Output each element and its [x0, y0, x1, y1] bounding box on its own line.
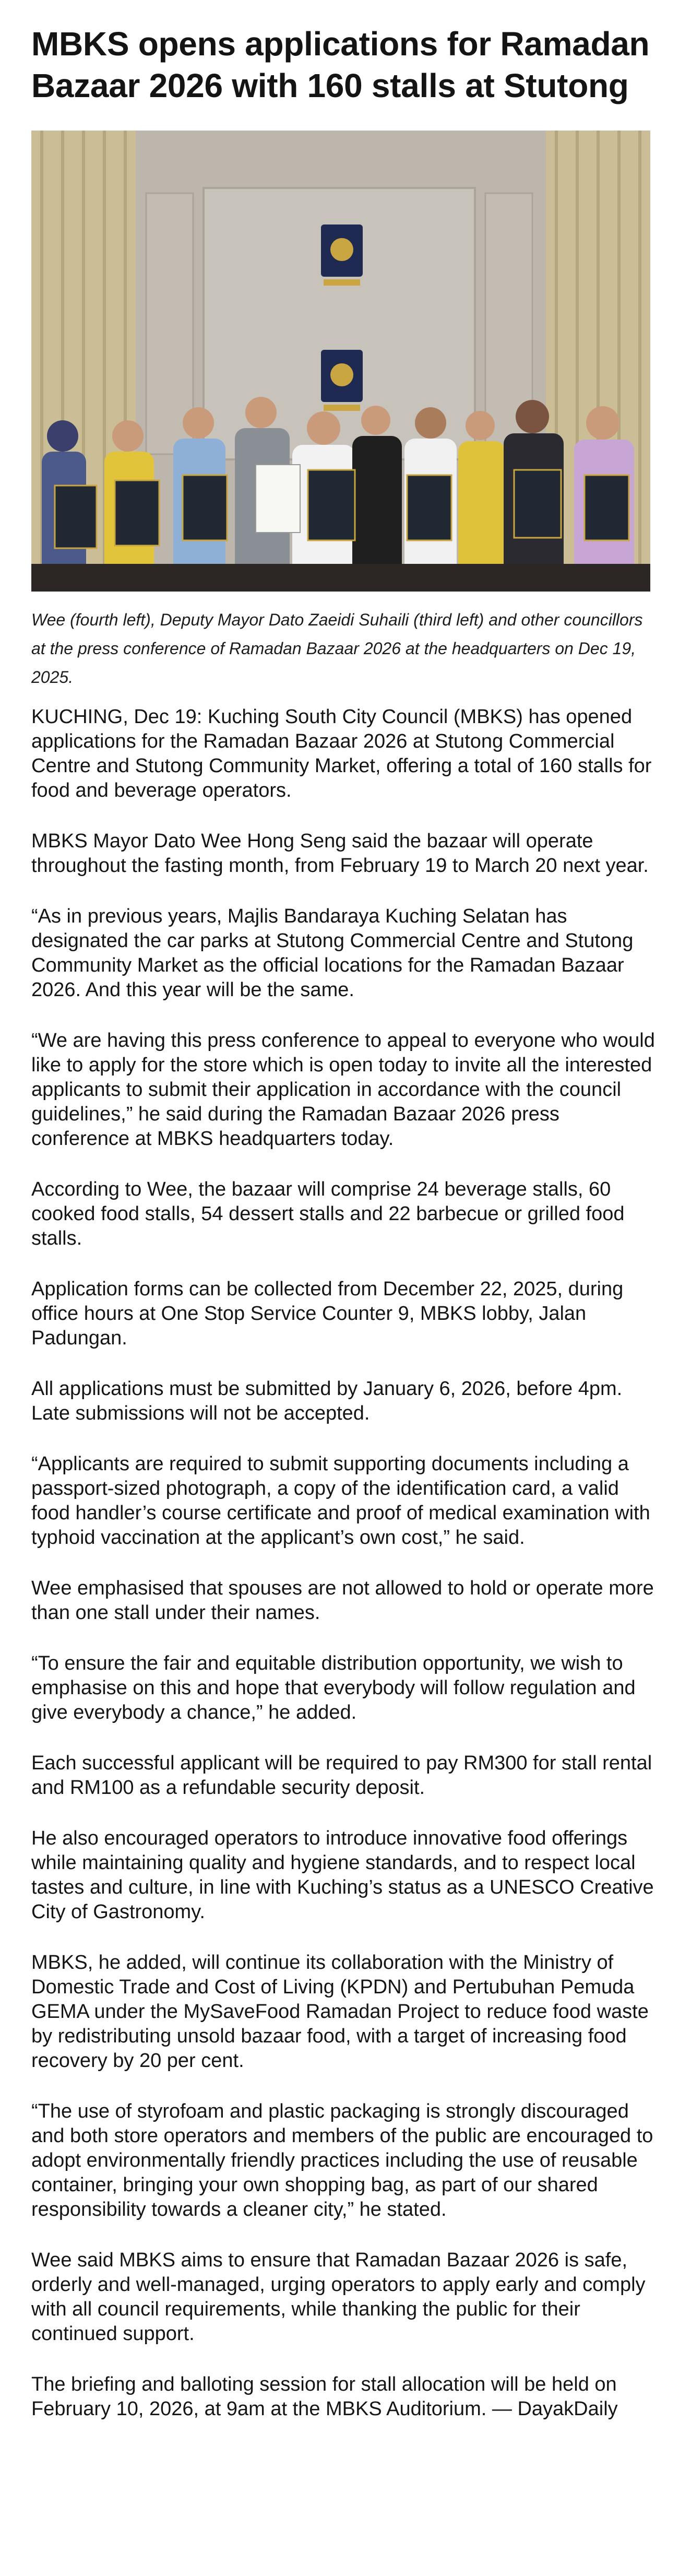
paragraph: Wee said MBKS aims to ensure that Ramadan Bazaar 2026 is safe, orderly and well-managed, urging operators to apply early and comply with all council requirements, while thanking the public for their continued support.: [31, 2249, 646, 2345]
paragraph: According to Wee, the bazaar will comprise 24 beverage stalls, 60 cooked food stalls, 54 dessert stalls and 22 barbecue or grilled food stalls.: [31, 1178, 625, 1249]
headline: MBKS opens applications for Ramadan Bazaar 2026 with 160 stalls at Stutong: [31, 25, 650, 104]
article-body: [31, 705, 658, 2448]
paragraph: KUCHING, Dec 19: Kuching South City Council (MBKS) has opened applications for the Ramadan Bazaar 2026 at Stutong Commercial Centre and Stutong Community Market, offering a total of 160 stalls for food and beverage operators.: [31, 706, 652, 801]
paragraph: Each successful applicant will be required to pay RM300 for stall rental and RM100 as a refundable security deposit.: [31, 1752, 652, 1799]
paragraph: “To ensure the fair and equitable distribution opportunity, we wish to emphasise on this and hope that everybody will follow regulation and give everybody a chance,” he added.: [31, 1652, 636, 1723]
paragraph: “As in previous years, Majlis Bandaraya Kuching Selatan has designated the car parks at Stutong Commercial Centre and Stutong Community Market as the official locations for the Ramadan Bazaar 2026. And this year will be the same.: [31, 905, 634, 1001]
photo-caption: Wee (fourth left), Deputy Mayor Dato Zaeidi Suhaili (third left) and other councillors at the press conference of Ramadan Bazaar 2026 at the headquarters on Dec 19, 2025.: [31, 610, 643, 687]
council-crest-icon: [321, 224, 363, 286]
paragraph: He also encouraged operators to introduce innovative food offerings while maintaining quality and hygiene standards, and to respect local tastes and culture, in line with Kuching’s status as a UNESCO Creative City of Gastronomy.: [31, 1827, 654, 1923]
council-crest-icon: [321, 350, 363, 411]
paragraph: “Applicants are required to submit supporting documents including a passport-sized photograph, a copy of the identification card, a valid food handler’s course certificate and proof of medical examination with typhoid vaccination at the applicant’s own cost,” he said.: [31, 1453, 650, 1549]
paragraph: “We are having this press conference to appeal to everyone who would like to apply for the store which is open today to invite all the interested applicants to submit their application in accordance with the council guidelines,” he said during the Ramadan Bazaar 2026 press conference at MBKS headquarters today.: [31, 1030, 655, 1150]
paragraph: The briefing and balloting session for stall allocation will be held on February 10, 2026, at 9am at the MBKS Auditorium. — DayakDaily: [31, 2373, 618, 2420]
paragraph: Application forms can be collected from December 22, 2025, during office hours at One Stop Service Counter 9, MBKS lobby, Jalan Padungan.: [31, 1278, 624, 1349]
paragraph: Wee emphasised that spouses are not allowed to hold or operate more than one stall under their names.: [31, 1577, 654, 1624]
paragraph: All applications must be submitted by January 6, 2026, before 4pm. Late submissions will not be accepted.: [31, 1378, 623, 1424]
paragraph: “The use of styrofoam and plastic packaging is strongly discouraged and both store operators and members of the public are encouraged to adopt environmentally friendly practices including the use of reusable container, bringing your own shopping bag, as part of our shared responsibility towards a cleaner city,” he stated.: [31, 2100, 653, 2220]
paragraph: MBKS Mayor Dato Wee Hong Seng said the bazaar will operate throughout the fasting month, from February 19 to March 20 next year.: [31, 830, 649, 877]
paragraph: MBKS, he added, will continue its collaboration with the Ministry of Domestic Trade and Cost of Living (KPDN) and Pertubuhan Pemuda GEMA under the MySaveFood Ramadan Project to reduce food waste by redistributing unsold bazaar food, with a target of increasing food recovery by 20 per cent.: [31, 1952, 649, 2072]
press-conference-photo: [31, 131, 650, 592]
